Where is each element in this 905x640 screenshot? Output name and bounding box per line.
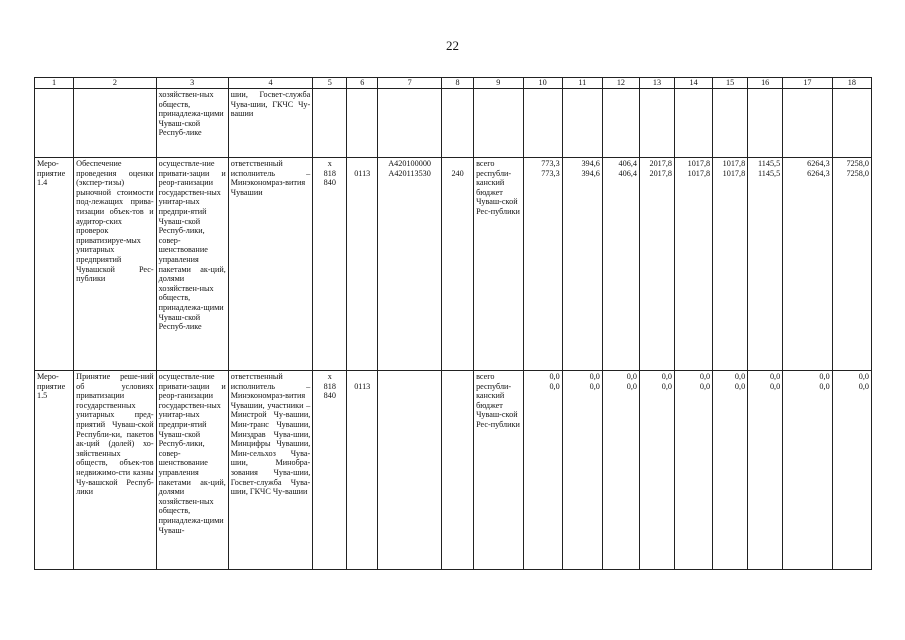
column-header: 14 <box>675 78 713 89</box>
column-header: 3 <box>156 78 228 89</box>
value-cell: 0,0 0,0 <box>713 371 748 570</box>
value-cell: 0,0 0,0 <box>748 371 783 570</box>
csr-cell <box>378 371 442 570</box>
value-cell: 406,4 406,4 <box>602 158 639 371</box>
vr-cell: 240 <box>442 158 474 371</box>
cell-empty <box>378 89 442 158</box>
column-header: 6 <box>347 78 378 89</box>
column-header: 1 <box>35 78 74 89</box>
source-cell: всего республи-канский бюджет Чуваш-ской Рес-публики <box>474 371 523 570</box>
column-header: 12 <box>602 78 639 89</box>
value-cell: 6264,3 6264,3 <box>783 158 832 371</box>
table-row-measure-1-5 <box>35 371 872 570</box>
measure-goal: осуществле-ние привати-зации и реор-ганизации государствен-ных унитар-ных предпри-ятий Чуваш-ской Респуб-лики, совер-шенствование управления пакетами ак-ций, долями хозяйствен-ных обществ, принадлежа-щими Чуваш- <box>156 371 228 570</box>
column-header: 7 <box>378 78 442 89</box>
column-header: 4 <box>228 78 313 89</box>
column-header: 16 <box>748 78 783 89</box>
value-cell: 0,0 0,0 <box>832 371 871 570</box>
goal-continuation: хозяйствен-ных обществ, принадлежа-щими Чуваш-ской Респуб-лике <box>156 89 228 158</box>
value-cell: 1145,5 1145,5 <box>748 158 783 371</box>
column-header: 13 <box>639 78 674 89</box>
cell-empty <box>35 89 74 158</box>
column-header: 18 <box>832 78 871 89</box>
rz-cell: 0113 <box>347 158 378 371</box>
cell-empty <box>523 89 562 158</box>
cell-empty <box>602 89 639 158</box>
measure-executor: ответственный исполнитель – Минэкономраз-вития Чувашии <box>228 158 313 371</box>
measure-description: Принятие реше-ний об условиях приватизации государственных унитарных пред-приятий Чуваш-ской Республи-ки, пакетов ак-ций (долей) хо-зяйственных обществ, объек-тов недвижимо-сти казны Чу-вашской Респуб-лики <box>74 371 156 570</box>
cell-empty <box>713 89 748 158</box>
program-table <box>34 77 872 570</box>
cell-empty <box>442 89 474 158</box>
measure-goal: осуществле-ние привати-зации и реор-ганизации государствен-ных унитар-ных предпри-ятий Чуваш-ской Респуб-лики, совер-шенствование управления пакетами ак-ций, долями хозяйствен-ных обществ, принадлежа-щими Чуваш-ской Респуб-лике <box>156 158 228 371</box>
header-row <box>35 78 872 89</box>
column-header: 5 <box>313 78 347 89</box>
cell-empty <box>562 89 602 158</box>
measure-executor: ответственный исполнитель – Минэкономраз-вития Чувашии, участники – Минстрой Чу-вашии, Мин-транс Чувашии, Минздрав Чува-шии, Минцифры Чувашии, Мин-сельхоз Чува-шии, Минобра-зования Чува-шии, Госвет-служба Чува-шии, ГКЧС Чу-вашии <box>228 371 313 570</box>
column-header: 8 <box>442 78 474 89</box>
column-header: 10 <box>523 78 562 89</box>
measure-description: Обеспечение проведения оценки (экспер-тизы) рыночной стоимости под-лежащих прива-тизации объек-тов и аудитор-ских проверок приватизируе-мых унитарных предприятий Чувашской Рес-публики <box>74 158 156 371</box>
value-cell: 0,0 0,0 <box>602 371 639 570</box>
value-cell: 0,0 0,0 <box>562 371 602 570</box>
cell-empty <box>313 89 347 158</box>
column-header: 17 <box>783 78 832 89</box>
source-cell: всего республи-канский бюджет Чуваш-ской Рес-публики <box>474 158 523 371</box>
value-cell: 7258,0 7258,0 <box>832 158 871 371</box>
cell-empty <box>474 89 523 158</box>
column-header: 11 <box>562 78 602 89</box>
value-cell: 394,6 394,6 <box>562 158 602 371</box>
executor-continuation: шии, Госвет-служба Чува-шии, ГКЧС Чу-вашии <box>228 89 313 158</box>
grbs-cell: х 818 840 <box>313 158 347 371</box>
value-cell: 773,3 773,3 <box>523 158 562 371</box>
cell-empty <box>748 89 783 158</box>
page-number: 22 <box>446 38 459 53</box>
value-cell: 0,0 0,0 <box>783 371 832 570</box>
measure-name: Меро-приятие 1.4 <box>35 158 74 371</box>
cell-empty <box>74 89 156 158</box>
cell-empty <box>832 89 871 158</box>
rz-cell: 0113 <box>347 371 378 570</box>
value-cell: 0,0 0,0 <box>523 371 562 570</box>
cell-empty <box>639 89 674 158</box>
table-row-continuation <box>35 89 872 158</box>
csr-cell: А420100000 А420113530 <box>378 158 442 371</box>
cell-empty <box>675 89 713 158</box>
table-row-measure-1-4 <box>35 158 872 371</box>
value-cell: 1017,8 1017,8 <box>675 158 713 371</box>
grbs-cell: х 818 840 <box>313 371 347 570</box>
vr-cell <box>442 371 474 570</box>
value-cell: 2017,8 2017,8 <box>639 158 674 371</box>
cell-empty <box>347 89 378 158</box>
value-cell: 1017,8 1017,8 <box>713 158 748 371</box>
cell-empty <box>783 89 832 158</box>
value-cell: 0,0 0,0 <box>639 371 674 570</box>
column-header: 2 <box>74 78 156 89</box>
column-header: 15 <box>713 78 748 89</box>
measure-name: Меро-приятие 1.5 <box>35 371 74 570</box>
column-header: 9 <box>474 78 523 89</box>
value-cell: 0,0 0,0 <box>675 371 713 570</box>
